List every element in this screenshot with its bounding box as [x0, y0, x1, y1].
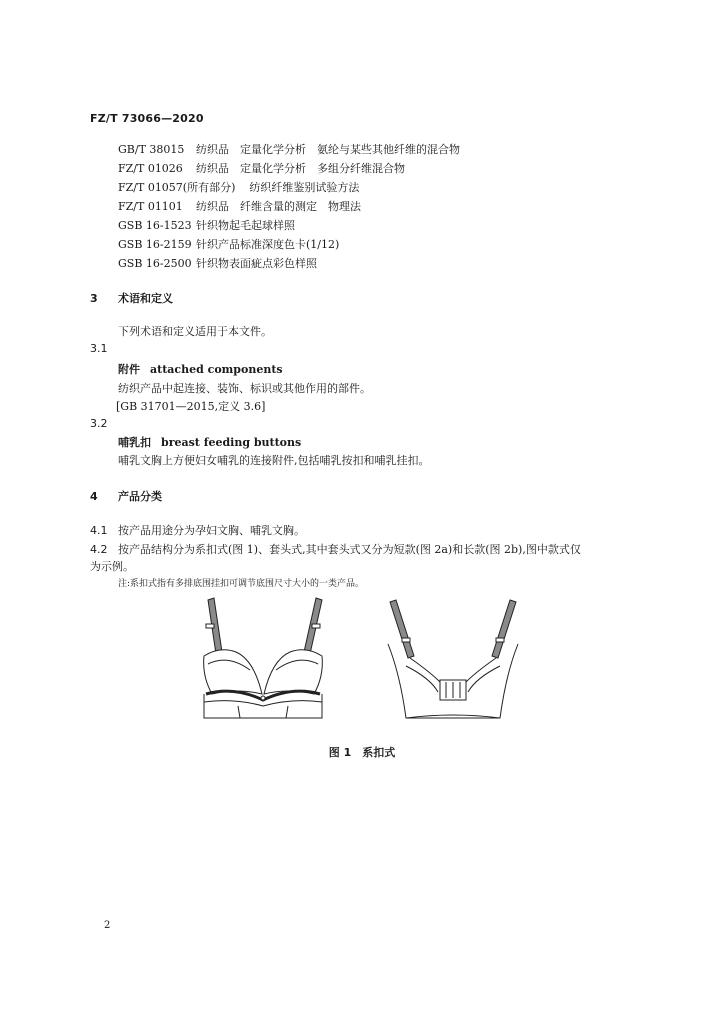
reference-title: 纺织纤维鉴别试验方法: [249, 181, 360, 194]
reference-code: GSB 16-1523: [118, 219, 192, 232]
figure-caption: 图 1 系扣式: [328, 746, 396, 759]
term-en: attached components: [150, 363, 283, 376]
clause-text: 按产品用途分为孕妇文胸、哺乳文胸。: [118, 524, 305, 537]
reference-item: [118, 198, 361, 214]
note: 注:系扣式指有多排底围挂扣可调节底围尺寸大小的一类产品。: [118, 579, 365, 589]
term-en: breast feeding buttons: [161, 436, 302, 449]
section-title: 术语和定义: [118, 292, 173, 305]
reference-code: GSB 16-2159: [118, 238, 192, 251]
page-number: 2: [104, 920, 111, 931]
reference-title: 针织物表面疵点彩色样照: [196, 257, 317, 270]
reference-item: [118, 217, 295, 233]
term-zh: 附件: [118, 363, 140, 376]
term-source: [GB 31701—2015,定义 3.6]: [116, 400, 266, 413]
reference-code: GB/T 38015: [118, 143, 185, 156]
bra-back-illustration: [380, 594, 526, 720]
reference-code: FZ/T 01026: [118, 162, 183, 175]
term-definition: 纺织产品中起连接、装饰、标识或其他作用的部件。: [118, 382, 371, 395]
section-intro: 下列术语和定义适用于本文件。: [118, 325, 272, 338]
bra-front-illustration: [198, 594, 328, 720]
clause-number: 4.1: [90, 524, 108, 537]
reference-title: 纺织品 定量化学分析 多组分纤维混合物: [196, 162, 405, 175]
reference-title: 针织产品标准深度色卡(1/12): [196, 238, 340, 251]
section-number: 4: [90, 490, 98, 503]
reference-item: [118, 236, 339, 252]
reference-item: [118, 160, 405, 176]
term-number: 3.1: [90, 342, 108, 355]
reference-item: [118, 255, 317, 271]
term-zh: 哺乳扣: [118, 436, 151, 449]
clause-text: 按产品结构分为系扣式(图 1)、套头式,其中套头式又分为短款(图 2a)和长款(图 2b),图中款式仅: [118, 543, 581, 556]
term-heading: [118, 361, 283, 377]
clause: [90, 541, 581, 557]
clause: [90, 522, 305, 538]
reference-item: [118, 141, 460, 157]
clause-number: 4.2: [90, 543, 108, 556]
reference-code: FZ/T 01101: [118, 200, 183, 213]
reference-item: [118, 179, 359, 195]
section-heading: [90, 290, 173, 306]
reference-code: FZ/T 01057(所有部分): [118, 181, 236, 194]
reference-title: 纺织品 纤维含量的测定 物理法: [196, 200, 361, 213]
section-number: 3: [90, 292, 98, 305]
term-heading: [118, 434, 301, 450]
reference-title: 纺织品 定量化学分析 氨纶与某些其他纤维的混合物: [196, 143, 460, 156]
clause-continuation: 为示例。: [90, 560, 134, 573]
reference-code: GSB 16-2500: [118, 257, 192, 270]
section-title: 产品分类: [118, 490, 162, 503]
term-number: 3.2: [90, 417, 108, 430]
reference-title: 针织物起毛起球样照: [196, 219, 295, 232]
document-header: FZ/T 73066—2020: [90, 112, 204, 125]
section-heading: [90, 488, 162, 504]
term-definition: 哺乳文胸上方便妇女哺乳的连接附件,包括哺乳按扣和哺乳挂扣。: [118, 454, 430, 467]
